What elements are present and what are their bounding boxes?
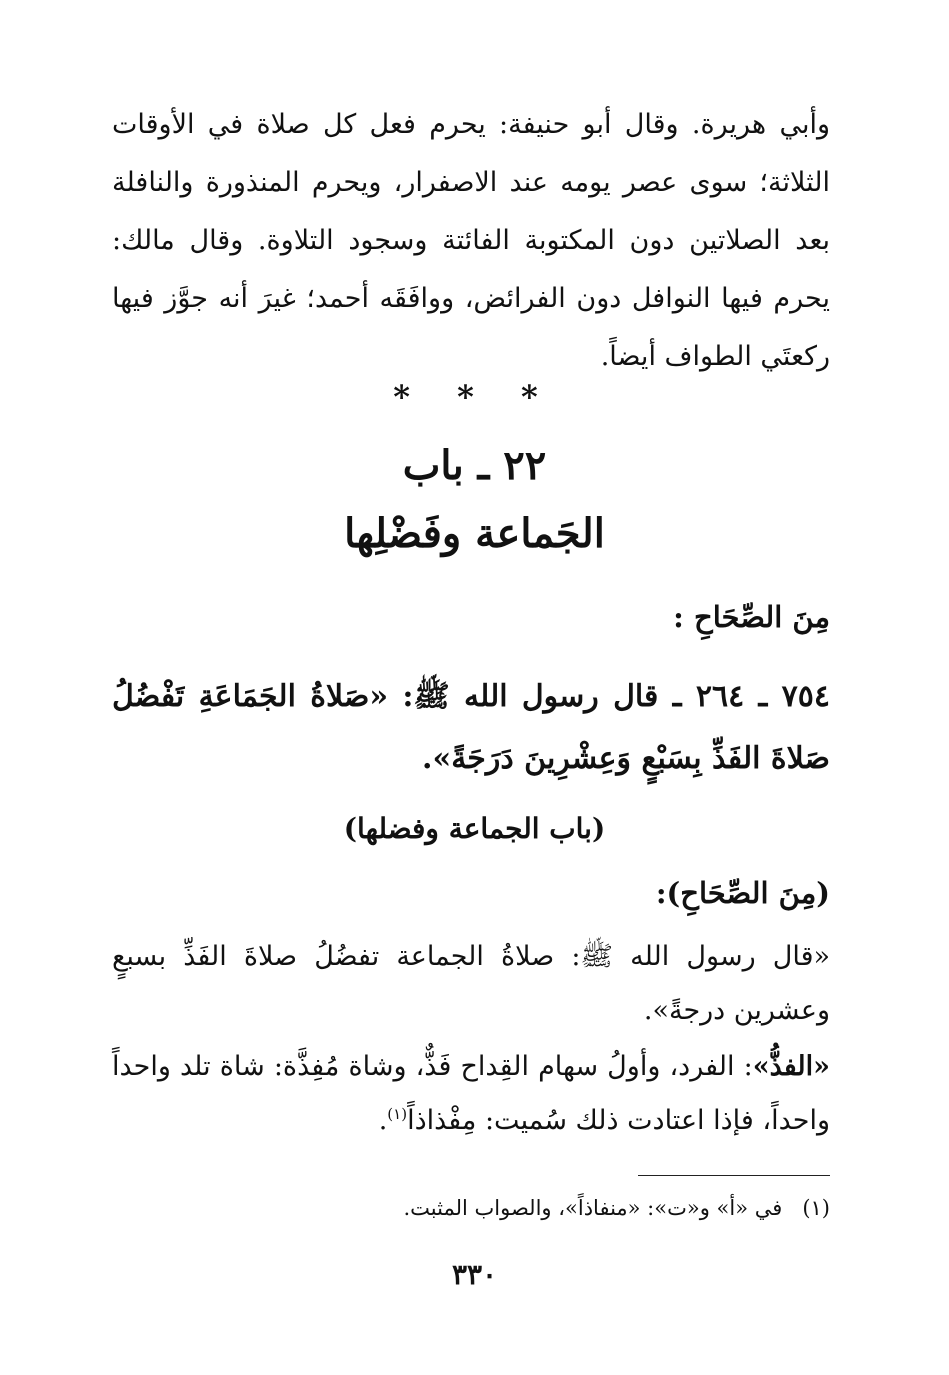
footnote-text: في «أ» و«ت»: «منفاذاً»، والصواب المثبت. bbox=[403, 1196, 783, 1220]
hadith-text: ٧٥٤ ـ ٢٦٤ ـ قال رسول الله ﷺ: «صَلاةُ الجَمَاعَةِ تَفْضُلُ صَلاةَ الفَذِّ بِسَبْعٍ وَعِشْرِينَ دَرَجَةً». bbox=[112, 679, 830, 776]
footnote-reference: (١) bbox=[387, 1105, 408, 1123]
footnote-divider bbox=[638, 1175, 830, 1176]
commentary-quote: «قال رسول الله ﷺ: صلاةُ الجماعة تفضُلُ صلاةَ الفَذِّ بسبعٍ وعشرين درجةً». bbox=[112, 941, 830, 1026]
footnote bbox=[130, 1196, 830, 1220]
commentary-heading: (باب الجماعة وفضلها) bbox=[343, 812, 606, 845]
commentary-definition bbox=[112, 1040, 830, 1148]
chapter-number: ٢٢ ـ باب bbox=[402, 442, 547, 489]
section-sihah-heading: مِنَ الصِّحَاحِ : bbox=[673, 600, 830, 634]
commentary-sub-section: (مِنَ الصِّحَاحِ): bbox=[655, 876, 830, 910]
definition-end: . bbox=[378, 1105, 388, 1136]
footnote-marker: (١) bbox=[802, 1196, 830, 1220]
top-paragraph: وأبي هريرة. وقال أبو حنيفة: يحرم فعل كل صلاة في الأوقات الثلاثة؛ سوى عصر يومه عند الاصفرار، ويحرم المنذورة والنافلة بعد الصلاتين دون المكتوبة الفائتة وسجود التلاوة. وقال مالك: يحرم فيها النوافل دون الفرائض، ووافَقَه أحمد؛ غيرَ أنه جوَّز فيها ركعتَي الطواف أيضاً. bbox=[112, 109, 830, 372]
definition-text: : الفرد، وأولُ سهام القِداح فَذٌّ، وشاة مُفِذَّة: شاة تلد واحداً واحداً، فإذا اعتادت ذلك سُميت: مِفْذاذاً bbox=[112, 1051, 830, 1136]
separator-stars: * * * bbox=[393, 378, 556, 416]
page-number: ٣٣٠ bbox=[451, 1258, 498, 1291]
definition-term: «الفذُّ» bbox=[752, 1051, 830, 1082]
chapter-title: الجَماعة وفَضْلِها bbox=[344, 510, 605, 557]
